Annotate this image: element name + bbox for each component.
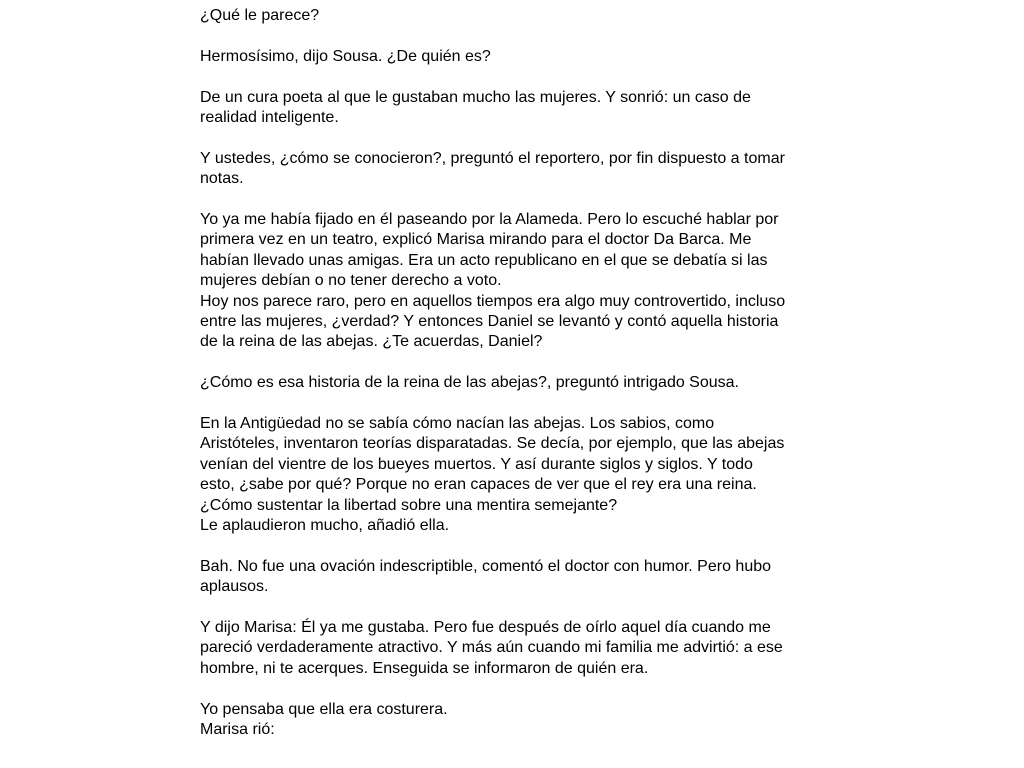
- text-line: Le aplaudieron mucho, añadió ella.: [200, 517, 450, 535]
- text-line: habían llevado unas amigas. Era un acto republicano en el que se debatía si las: [200, 251, 768, 269]
- text-line: de la reina de las abejas. ¿Te acuerdas, Daniel?: [200, 333, 543, 351]
- text-line: Hoy nos parece raro, pero en aquellos tiempos era algo muy controvertido, incluso: [200, 292, 786, 310]
- text-line: aplausos.: [200, 578, 269, 596]
- text-line: realidad inteligente.: [200, 109, 339, 126]
- text-line: Yo pensaba que ella era costurera.: [200, 700, 448, 718]
- text-line: hombre, ni te acerques. Enseguida se informaron de quién era.: [200, 659, 649, 677]
- document-text: [200, 6, 840, 761]
- text-line: Y dijo Marisa: Él ya me gustaba. Pero fue después de oírlo aquel día cuando me: [200, 619, 771, 637]
- text-line: venían del vientre de los bueyes muertos. Y así durante siglos y siglos. Y todo: [200, 455, 753, 473]
- text-line: mujeres debían o no tener derecho a voto.: [200, 272, 502, 290]
- text-line: notas.: [200, 170, 244, 188]
- text-line: esto, ¿sabe por qué? Porque no eran capaces de ver que el rey era una reina.: [200, 476, 757, 494]
- paragraph: [200, 700, 840, 741]
- text-line: Y ustedes, ¿cómo se conocieron?, preguntó el reportero, por fin dispuesto a tomar: [200, 149, 785, 167]
- paragraph: [200, 414, 840, 536]
- paragraph: [200, 88, 840, 129]
- text-line: En la Antigüedad no se sabía cómo nacían las abejas. Los sabios, como: [200, 415, 715, 433]
- paragraph: [200, 557, 840, 598]
- text-line: Yo ya me había fijado en él paseando por la Alameda. Pero lo escuché hablar por: [200, 211, 779, 228]
- text-line: Aristóteles, inventaron teorías disparatadas. Se decía, por ejemplo, que las abejas: [200, 435, 785, 453]
- text-line: De un cura poeta al que le gustaban mucho las mujeres. Y sonrió: un caso de: [200, 88, 751, 106]
- paragraph: [200, 6, 840, 26]
- paragraph: [200, 149, 840, 190]
- text-line: Bah. No fue una ovación indescriptible, comentó el doctor con humor. Pero hubo: [200, 557, 772, 575]
- text-line: pareció verdaderamente atractivo. Y más aún cuando mi familia me advirtió: a ese: [200, 639, 783, 657]
- text-line: ¿Cómo sustentar la libertad sobre una mentira semejante?: [200, 496, 618, 514]
- paragraph: [200, 210, 840, 353]
- text-line: Marisa rió:: [200, 721, 275, 739]
- text-line: primera vez en un teatro, explicó Marisa mirando para el doctor Da Barca. Me: [200, 231, 752, 249]
- paragraph: [200, 47, 840, 67]
- text-line: Hermosísimo, dijo Sousa. ¿De quién es?: [200, 47, 491, 65]
- paragraph: [200, 618, 840, 679]
- text-line: ¿Cómo es esa historia de la reina de las abejas?, preguntó intrigado Sousa.: [200, 374, 739, 392]
- paragraph: [200, 373, 840, 393]
- text-line: entre las mujeres, ¿verdad? Y entonces Daniel se levantó y contó aquella historia: [200, 313, 779, 331]
- text-line: ¿Qué le parece?: [200, 7, 320, 24]
